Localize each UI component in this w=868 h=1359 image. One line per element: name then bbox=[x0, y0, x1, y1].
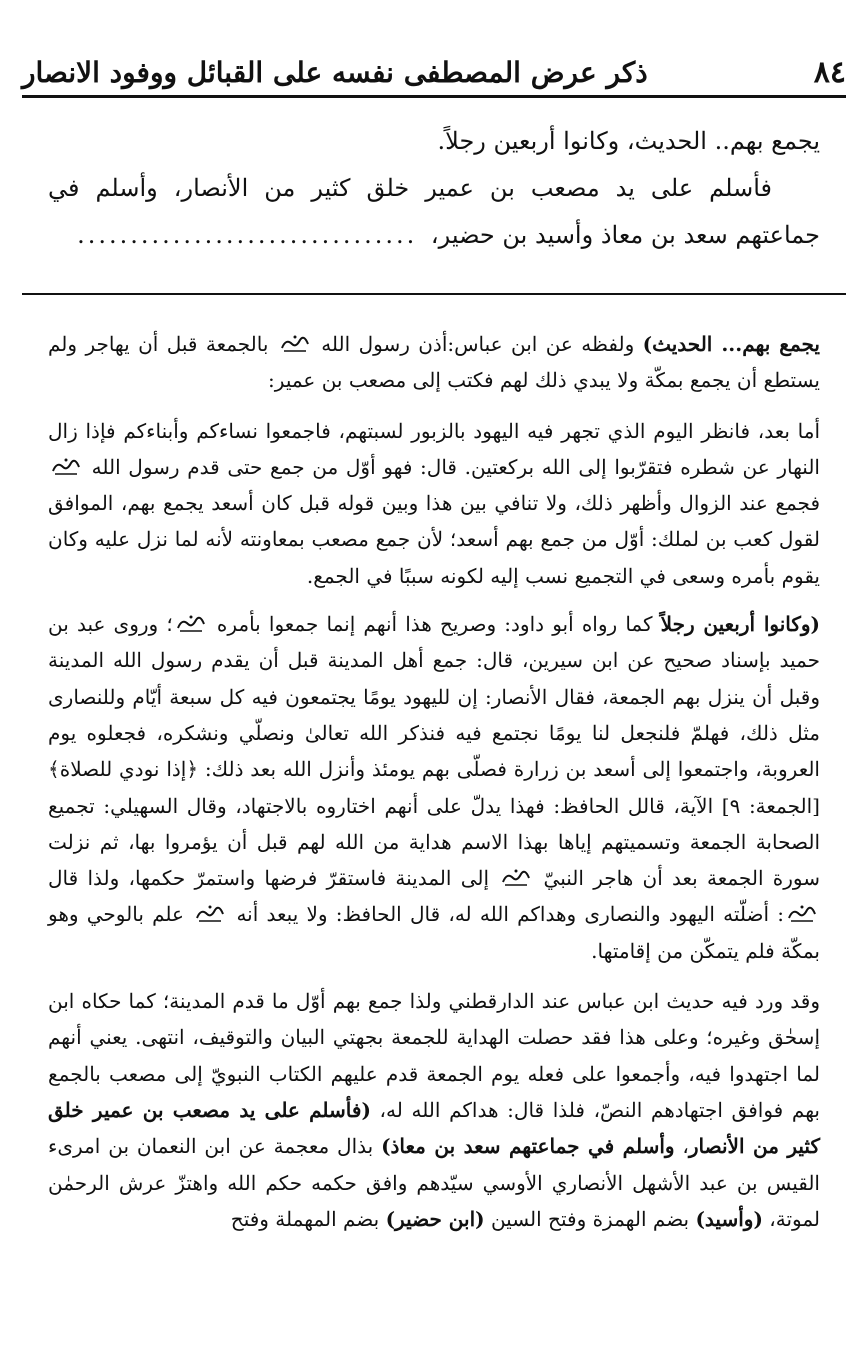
lemma: (وأسيد) bbox=[695, 1206, 763, 1231]
commentary-text: ؛ وروى عبد بن حميد بإسناد صحيح عن ابن سيرين، قال: جمع أهل المدينة قبل أن يقدم رسول الله المدينة وقبل أن ينزل بهم الجمعة، فقال الأنصار: إن لليهود يومًا يجتمعون فيه كل سبعة أيّام وللنصارى مثل ذلك، فهلمّ فلنجعل لنا يومًا نجتمع فيه فنذكر الله تعالىٰ ونصلّي ونشكره، فجعلوه يوم العروبة، واجتمعوا إلى أسعد بن زرارة فصلّى بهم يومئذ وأنزل الله بعد ذلك: ﴿إذا نودي للصلاة﴾ [الجمعة: ٩] الآية، قالل الحافظ: فهذا يدلّ على أنهم اختاروه بالاجتهاد، وقال السهيلي: تجميع الصحابة الجمعة وتسميتهم إياها بهذا الاسم هداية من الله لهم قبل أن يؤمروا بها، ثم نزلت سورة الجمعة بعد أن هاجر النبيّ bbox=[48, 612, 820, 891]
salawat-ligature-icon bbox=[787, 904, 817, 924]
commentary-text: كما رواه أبو داود: وصريح هذا أنهم إنما جمعوا بأمره bbox=[208, 612, 661, 637]
running-header bbox=[22, 50, 846, 98]
commentary-text: : أضلّته اليهود والنصارى وهداكم الله له، قال الحافظ: ولا يبعد أنه bbox=[228, 902, 785, 927]
commentary-text: بالجمعة قبل أن يهاجر ولم يستطع أن يجمع بمكّة ولا يبدي ذلك لهم فكتب إلى مصعب بن عمير: bbox=[48, 332, 820, 393]
salawat-ligature-icon bbox=[51, 457, 81, 477]
commentary-text: علم بالوحي وهو بمكّة فلم يتمكّن من إقامتها. bbox=[48, 902, 820, 963]
commentary-text: ولفظه عن ابن عباس:أذن رسول الله bbox=[312, 332, 643, 356]
commentary-text: بذال معجمة عن ابن النعمان بن امرىء القيس بن عبد الأشهل الأنصاري الأوسي سيّدهم وافق حكمه حكم الله واهتزّ عرش الرحمٰن لموتة، bbox=[48, 1134, 820, 1231]
lemma: يجمع بهم... الحديث) bbox=[642, 332, 820, 356]
salawat-ligature-icon bbox=[501, 868, 531, 888]
main-text bbox=[48, 118, 820, 288]
commentary-paragraph bbox=[48, 413, 820, 594]
page-number: ٨٤ bbox=[813, 55, 846, 90]
salawat-ligature-icon bbox=[176, 614, 206, 634]
commentary-text: إلى المدينة فاستقرّ فرضها واستمرّ حكمها، ولذا قال bbox=[48, 866, 499, 891]
lemma: (ابن حضير) bbox=[385, 1206, 485, 1231]
main-text-span: جماعتهم سعد بن معاذ وأسيد بن حضير، bbox=[430, 221, 820, 249]
salawat-ligature-icon bbox=[195, 904, 225, 924]
lemma: (وكانوا أربعين رجلاً bbox=[660, 612, 821, 637]
commentary-text: بضم الهمزة وفتح السين bbox=[484, 1206, 696, 1231]
commentary-text: ، bbox=[674, 1134, 689, 1159]
lemma: وأسلم في جماعتهم سعد بن معاذ) bbox=[381, 1134, 675, 1159]
commentary-paragraph bbox=[48, 606, 820, 969]
footnote-divider bbox=[22, 293, 846, 295]
commentary-text: وقد ورد فيه حديث ابن عباس عند الدارقطني ولذا جمع بهم أوّل ما قدم المدينة؛ كما حكاه ابن إسحٰق وغيره؛ وعلى هذا فقد حصلت الهداية للجمعة بجهتي البيان والتوقيف، انتهى. يعني أنهم لما اجتهدوا فيه، وأجمعوا على فعله يوم الجمعة قدم عليهم الكتاب النبويّ إلى مصعب بالجمع بهم فوافق اجتهادهم النصّ، فلذا قال: هداكم الله له، bbox=[48, 989, 820, 1122]
running-title: ذكر عرض المصطفى نفسه على القبائل ووفود الانصار bbox=[22, 56, 648, 89]
commentary-paragraph bbox=[48, 326, 820, 399]
commentary-paragraph bbox=[48, 983, 820, 1237]
commentary-text: أما بعد، فانظر اليوم الذي تجهر فيه اليهود بالزبور لسبتهم، فاجمعوا نساءكم وأبناءكم فإذا زال النهار عن شطره فتقرّبوا إلى الله بركعتين. قال: فهو أوّل من جمع حتى قدم رسول الله bbox=[48, 418, 820, 479]
ellipsis-dots: ................................ bbox=[77, 221, 418, 249]
main-text-line bbox=[48, 212, 820, 259]
commentary bbox=[48, 326, 820, 1249]
commentary-text: بضم المهملة وفتح bbox=[230, 1206, 386, 1231]
main-text-line: يجمع بهم.. الحديث، وكانوا أربعين رجلاً. bbox=[437, 127, 820, 155]
lemma: (فأسلم على يد مصعب بن عمير خلق كثير من الأنصار bbox=[48, 1097, 820, 1159]
main-text-line: فأسلم على يد مصعب بن عمير خلق كثير من الأنصار، وأسلم في bbox=[48, 174, 772, 202]
commentary-text: فجمع عند الزوال وأظهر ذلك، ولا تنافي بين هذا وبين قوله قبل كان أسعد يجمع بهم، الموافق لقول كعب بن لملك: أوّل من جمع بهم أسعد؛ لأن جمع مصعب بمعاونته لأنه لما نزل عليه وكان يقوم بأمره وسعى في التجميع نسب إليه لكونه سببًا في الجمع. bbox=[48, 491, 820, 588]
salawat-ligature-icon bbox=[280, 334, 310, 354]
